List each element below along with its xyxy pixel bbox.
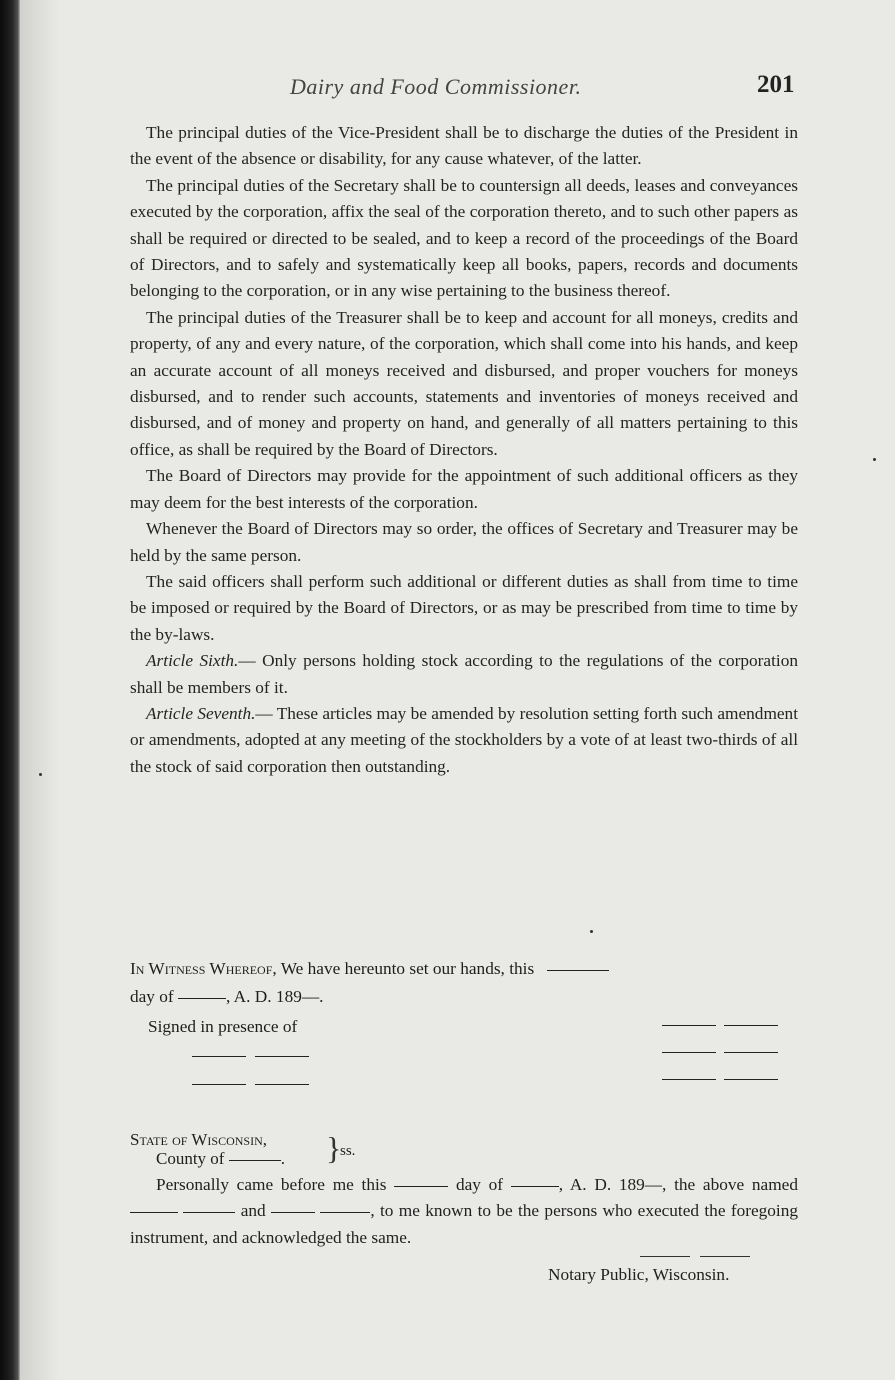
- signature-line: [255, 1084, 309, 1085]
- scan-speck: [590, 930, 593, 933]
- year-text: , A. D. 189—.: [226, 987, 324, 1006]
- blank-line: [271, 1211, 315, 1213]
- paragraph-additional-officers: The Board of Directors may provide for the appointment of such additional officers as they may deem for the best interests of the corporation.: [130, 466, 798, 512]
- brace-symbol: }: [326, 1130, 342, 1166]
- article-seventh-label: Article Seventh.: [146, 703, 256, 723]
- signature-line: [724, 1079, 778, 1080]
- scan-speck: [39, 773, 42, 776]
- blank-line: [547, 969, 609, 971]
- body-text: [130, 120, 798, 780]
- acknowledgment-text: [130, 1172, 798, 1251]
- blank-line: [183, 1211, 235, 1213]
- notary-title: Notary Public, Wisconsin.: [548, 1265, 730, 1284]
- signature-line: [662, 1079, 716, 1080]
- witness-clause: [130, 955, 798, 1011]
- gutter-shadow: [20, 0, 60, 1380]
- acknowledgment-paragraph: [130, 1172, 798, 1251]
- witness-line-1: [130, 955, 798, 983]
- article-sixth: [130, 648, 798, 701]
- paragraph-combined-offices: Whenever the Board of Directors may so order, the offices of Secretary and Treasurer may be held by the same person.: [130, 519, 798, 565]
- blank-line: [511, 1185, 559, 1187]
- signature-line: [255, 1056, 309, 1057]
- venue-county: County of: [156, 1149, 225, 1168]
- ack-text-5: , to me known to be the persons who executed the foregoing instrument, and acknowledged the same.: [130, 1201, 799, 1247]
- venue-state: State of Wisconsin,: [130, 1130, 267, 1149]
- blank-line: [320, 1211, 370, 1213]
- notary-signature-line: [700, 1256, 750, 1257]
- signature-line: [192, 1056, 246, 1057]
- page-number: 201: [757, 71, 795, 98]
- venue-county-line: County of .: [156, 1149, 285, 1168]
- ack-text-4: and: [240, 1201, 266, 1221]
- notary-signature-line: [640, 1256, 690, 1257]
- witness-text: We have hereunto set our hands, this: [276, 959, 535, 978]
- witness-line-2: [130, 983, 798, 1011]
- article-sixth-text: — Only persons holding stock according to the regulations of the corporation shall be members of it.: [130, 651, 798, 697]
- signature-line: [724, 1052, 778, 1053]
- witness-heading: In Witness Whereof,: [130, 959, 277, 978]
- day-of-label: day of: [130, 987, 174, 1006]
- ack-text-3: , A. D. 189—, the above named: [558, 1175, 798, 1194]
- venue-block: [130, 1130, 356, 1168]
- page-header: [0, 66, 895, 106]
- paragraph-treasurer: The principal duties of the Treasurer shall be to keep and account for all moneys, credits and property, of any and every nature, of the corporation, which shall come into his hands, and keep an accurate account of all moneys received and disbursed, and proper vouchers for moneys disbursed, and to render such accounts, statements and inventories of moneys received and disbursed, and of money and property on hand, and generally of all matters pertaining to this office, as shall be required by the Board of Directors.: [130, 307, 798, 459]
- paragraph-secretary: The principal duties of the Secretary shall be to countersign all deeds, leases and conveyances executed by the corporation, affix the seal of the corporation thereto, and to such other papers as shall be required or directed to be sealed, and to keep a record of the proceedings of the Board of Directors, and to safely and systematically keep all books, papers, records and documents belonging to the corporation, or in any wise pertaining to the business thereof.: [130, 175, 798, 301]
- venue-ss: ss.: [340, 1143, 356, 1159]
- signed-in-presence-label: Signed in presence of: [148, 1017, 298, 1036]
- scan-speck: [873, 458, 876, 461]
- article-seventh-text: — These articles may be amended by resolution setting forth such amendment or amendments, adopted at any meeting of the stockholders by a vote of at least two-thirds of all the stock of said corporation then outstanding.: [130, 703, 799, 776]
- signature-line: [662, 1052, 716, 1053]
- paragraph-officer-duties: The said officers shall perform such additional or different duties as shall from time to time be imposed or required by the Board of Directors, or as may be prescribed from time to time by the by-laws.: [130, 571, 798, 644]
- running-title: Dairy and Food Commissioner.: [290, 74, 582, 99]
- blank-line: [130, 1211, 178, 1213]
- ack-text-1: Personally came before me this: [156, 1175, 387, 1194]
- blank-line: [178, 997, 226, 999]
- blank-line: [229, 1159, 281, 1161]
- blank-line: [394, 1185, 448, 1187]
- signature-line: [662, 1025, 716, 1026]
- signature-line: [192, 1084, 246, 1085]
- article-sixth-label: Article Sixth.: [146, 651, 239, 671]
- signature-line: [724, 1025, 778, 1026]
- book-binding-edge: [0, 0, 20, 1380]
- ack-text-2: day of: [455, 1175, 504, 1194]
- paragraph-vice-president: The principal duties of the Vice-President shall be to discharge the duties of the President in the event of the absence or disability, for any cause whatever, of the latter.: [130, 123, 798, 169]
- article-seventh: [130, 701, 798, 780]
